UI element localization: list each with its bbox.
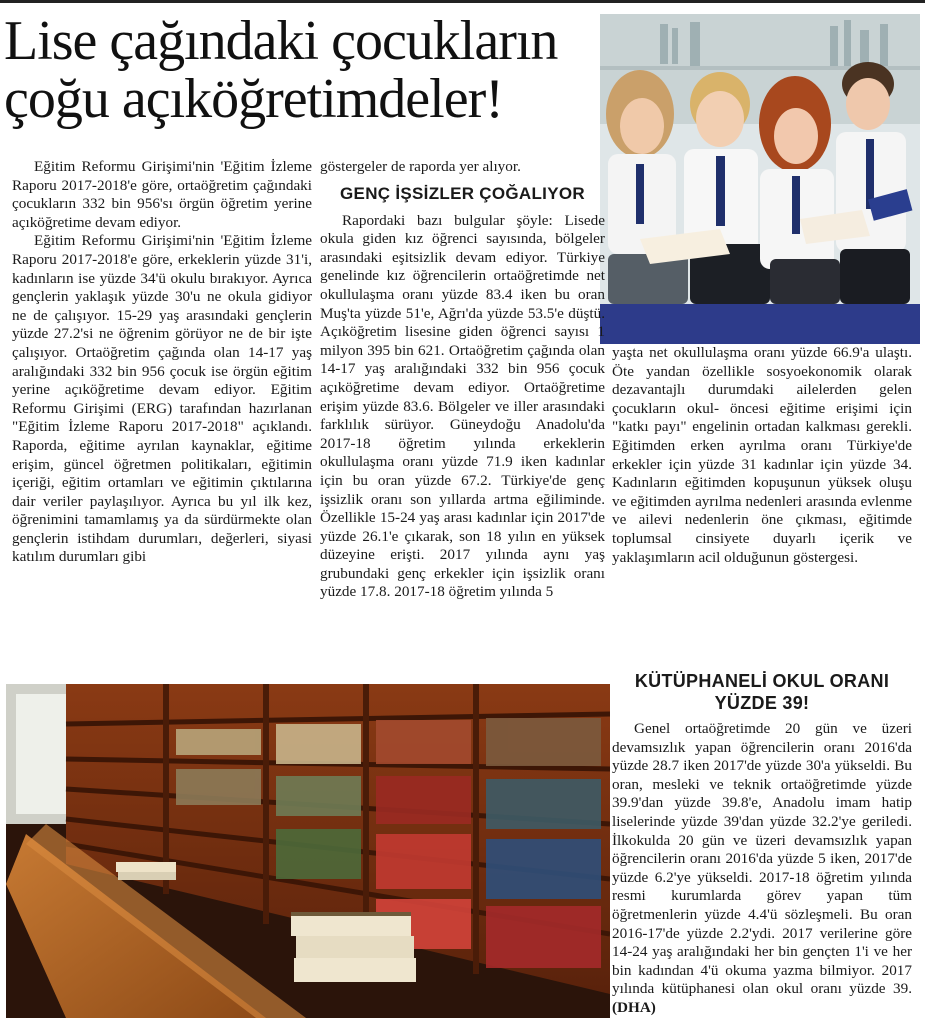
paragraph: yaşta net okullulaşma oranı yüzde 66.9'a ulaştı. Öte yandan özellikle sosyoekonomik olarak dezavantajlı durumdaki ailelerden gelen çocukların okul- öncesi eğitime erişimi için "katkı payı" engelinin ortadan kalkması gerekli. Eğitimden erken ayrılma oranı Türkiye'de erkekler için yüzde 31 kadınlar için yüzde 34. Kadınların eğitimden kopuşunun yüksek oluşu ve eğitimden ayrılma nedenleri arasında evlenme ve ailevi nedenlerin öne çıkması, eğitimde toplumsal cinsiyete duyarlı içerik ve yaklaşımların acil olduğunun göstergesi.: [612, 344, 912, 566]
students-reading-photo: [600, 14, 920, 344]
top-rule: [0, 0, 925, 3]
library-bookshelves-photo: [6, 684, 610, 1018]
paragraph: [612, 720, 912, 1018]
headline: Lise çağındaki çocukların çoğu açıköğretimdeler!: [4, 10, 558, 130]
paragraph-text: Genel ortaöğretimde 20 gün ve üzeri devamsızlık yapan öğrencilerin oranı 2016'da yüzde 28.7 iken 2017'de yüzde 30'a yükseldi. Bu oran, mesleki ve teknik ortaöğretimde yüzde 39.9'dan yüzde 39.8'e, Anadolu imam hatip liselerinde yüzde 39'dan yüzde 32.2'ye geriledi. İlkokulda 20 gün ve üzeri devamsızlık yapan öğrencilerin oranı 2016'da yüzde 5 iken, 2017'de yüzde 6.2'ye yükseldi. 2017-18 öğretim yılında resmi kurumlarda görev yapan tüm öğretmenlerin yüzde 4.4'ü sözleşmeli. Bu oran 2016-17'de yüzde 2.2'ydi. 2017 verilerine göre 14-24 yaş aralığındaki her bin gençten 1'i ve her bin kadından 4'ü okuma yazma bilmiyor. 2017 yılında kütüphanesi olan okul oranı yüzde 39.: [612, 720, 912, 998]
paragraph: Eğitim Reformu Girişimi'nin 'Eğitim İzleme Raporu 2017-2018'e göre, ortaöğretim çağındaki çocukların 332 bin 956'sı örgün öğretim yerine açıköğretime devam ediyor.: [12, 158, 312, 231]
article-column-4: [612, 670, 912, 1018]
source-credit: (DHA): [612, 998, 656, 1016]
paragraph: göstergeler de raporda yer alıyor.: [320, 158, 521, 175]
article-column-1: [12, 158, 312, 567]
article-column-3: [612, 344, 912, 567]
paragraph: Rapordaki bazı bulgular şöyle: Lisede okula giden kız öğrenci sayısında, bölgeler arasındaki eşitsizlik devam ediyor. Türkiye genelinde kız öğrencilerin ortaöğretimde net okullulaşma oranı yüzde 83.4 iken bu oran Muş'ta yüzde 51'e, Ağrı'da yüzde 53.5'e düştü. Açıköğretim lisesine giden öğrenci sayısı 1 milyon 395 bin 621. Ortaöğretim çağında olan 14-17 yaş aralığındaki 332 bin 956 çocuk açıköğretime devam ediyor. Ortaöğretime erişim yüzde 83.6. Bölgeler ve iller arasındaki farklılık sürüyor. Güneydoğu Anadolu'da 2017-18 öğretim yılında erkeklerin okullulaşma oranı yüzde 71.9 iken kadınlar için bu oran yüzde 67.2. Türkiye'de genç işsizlik oranı son yıllarda artma eğiliminde. Özellikle 15-24 yaş arası kadınlar için 2017'de yüzde 26.1'e çıkarak, son 18 yılın en yüksek düzeyine erişti. 2017 yılında aynı yaş grubundaki genç erkekler için işsizlik oranı yüzde 17.8. 2017-18 öğretim yılında 5: [320, 211, 605, 601]
article-column-2: [320, 158, 605, 602]
paragraph: Eğitim Reformu Girişimi'nin 'Eğitim İzleme Raporu 2017-2018'e göre, erkeklerin yüzde 31'i, kadınların ise yüzde 34'ü okulu bırakıyor. Ayrıca gençlerin yaklaşık yüzde 30'u ne okula gidiyor ne de çalışıyor. 15-29 yaş arasındaki gençlerin yüzde 27.2'si ne öğrenim görüyor ne de bir işte çalışıyor. Ortaöğretim çağında olan 14-17 yaş aralığındaki 332 bin 956 çocuk ise örgün eğitim yerine açıköğretime devam ediyor. Eğitim Reformu Girişimi (ERG) tarafından hazırlanan "Eğitim İzleme Raporu 2017-2018" açıklandı. Raporda, eğitime ayrılan kaynaklar, eğitime erişim, güncel öğretmen politikaları, eğitimin içeriği, eğitim ortamları ve eğitimin çıktılarına dair veriler paylaşılıyor. Ayrıca bu yıl ilk kez, öğrenimini tamamlamış ya da sürdürmekte olan gençlerin istihdam durumları, değerleri, siyasi katılım durumları gibi: [12, 232, 312, 566]
subheading-kutuphaneli-okul: KÜTÜPHANELİ OKUL ORANI YÜZDE 39!: [634, 671, 890, 713]
subheading-genc-issizler: GENÇ İŞSİZLER ÇOĞALIYOR: [340, 183, 585, 203]
